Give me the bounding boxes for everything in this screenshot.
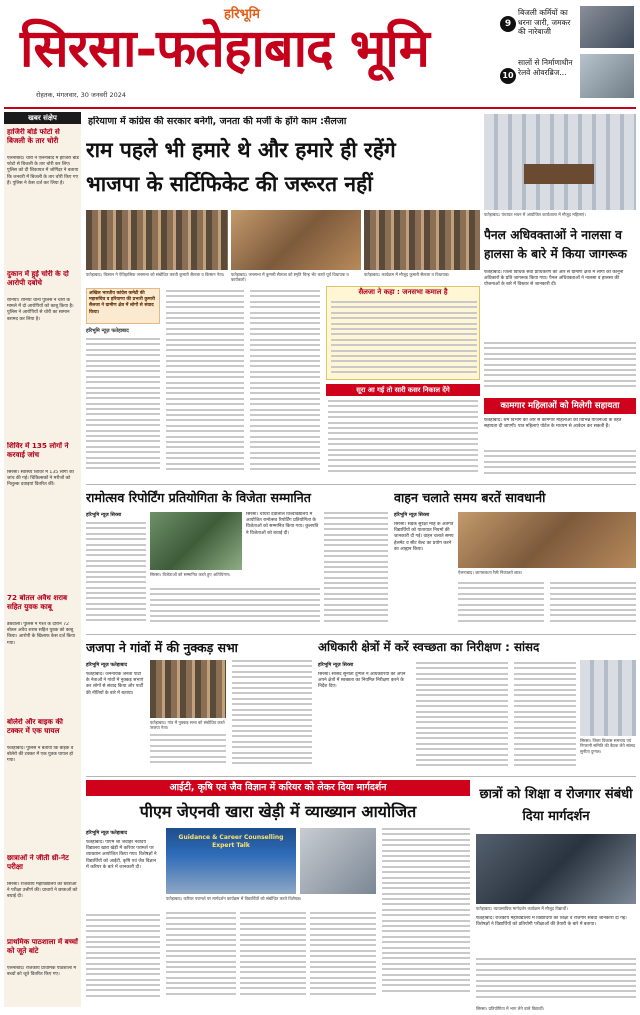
sidebar-brief bbox=[4, 112, 81, 1007]
story5-col-2 bbox=[416, 662, 508, 772]
story6-col-3 bbox=[240, 912, 306, 1006]
teaser-1-text: बिजली कर्मियों का धरना जारी, जमकर की नारेबाजी bbox=[518, 8, 571, 36]
story4-photo bbox=[150, 660, 226, 718]
lead-caption-3: फतेहाबाद। कार्यक्रम में मौजूद कुमारी सैलजा व विधायक। bbox=[364, 272, 450, 277]
brief-1-title: हाजिरी बोर्ड फोटो से बिजली के तार चोरी bbox=[7, 128, 60, 145]
story6-photo-banner: Guidance & Career Counselling Expert Talk bbox=[178, 834, 284, 849]
story7-caption: फतेहाबाद। व्यावसायिक मार्गदर्शन कार्यक्रम में मौजूद विद्यार्थी। bbox=[476, 906, 568, 911]
story3-body: सिरसा। सड़क सुरक्षा माह के अंतर्गत विद्यार्थियों को यातायात नियमों की जानकारी दी गई। वाहन चलाते समय हेलमेट व सीट बेल्ट का प्रयोग करने का आह्वान किया। bbox=[394, 522, 454, 552]
brief-2-body: रानियां। रानियां थाना पुलिस ने चोरी के मामले में दो आरोपियों को काबू किया है। पुलिस ने आरोपियों से चोरी का सामान बरामद कर लिया है। bbox=[7, 298, 74, 322]
story2-col-3 bbox=[324, 512, 388, 630]
kamgar-redbar: कामगार महिलाओं को मिलेगी सहायता bbox=[484, 398, 636, 414]
story2-caption: सिरसा। विजेताओं को सम्मानित करते हुए अतिथिगण। bbox=[150, 572, 231, 577]
lead-headline-2: भाजपा के सर्टिफिकेट की जरूरत नहीं bbox=[86, 171, 373, 196]
story6-body: फतेहाबाद। पीएम श्री जवाहर नवोदय विद्यालय खारा खेड़ी में करियर परामर्श पर व्याख्यान आयोजित किया गया। विशेषज्ञों ने विद्यार्थियों को आईटी, कृषि एवं जैव विज्ञान में करियर के बारे में जानकारी दी। bbox=[86, 840, 157, 870]
story6-col-2 bbox=[166, 912, 236, 1006]
story6-photo bbox=[166, 828, 296, 894]
lead-redbox-bar: सूरा आ गई तो सारी कसर निकाल देंगे bbox=[326, 384, 480, 396]
brief-6-body: सिरसा। राजकीय महाविद्यालय की छात्राओं ने परीक्षा उत्तीर्ण की। प्राचार्य ने छात्राओं को बधाई दी। bbox=[7, 882, 78, 900]
masthead bbox=[0, 0, 640, 108]
sidebar-header: खबर संक्षेप bbox=[4, 112, 81, 124]
masthead-logo-small: हरिभूमि bbox=[224, 7, 260, 22]
story5-caption: सिरसा। जिला विकास समन्वय एवं निगरानी समिति की बैठक लेते सांसद सुनीता दुग्गल। bbox=[580, 738, 636, 754]
story3-col-3 bbox=[550, 582, 636, 630]
story8-box bbox=[580, 776, 581, 777]
lead-byline: हरिभूमि न्यूज़ फतेहाबाद bbox=[86, 328, 129, 334]
lead-body-col-2 bbox=[166, 290, 244, 478]
lead-quote-body bbox=[331, 301, 477, 377]
story3-caption: ऐलनाबाद। जागरूकता रैली निकालते छात्र। bbox=[458, 570, 523, 575]
photo-table bbox=[524, 164, 594, 184]
kamgar-body-more bbox=[484, 450, 636, 480]
lead-photo-2 bbox=[231, 210, 361, 270]
story2-byline: हरिभूमि न्यूज़ सिरसा bbox=[86, 513, 122, 518]
story4-body: फतेहाबाद। जननायक जनता पार्टी के नेताओं ने गांवों में नुक्कड़ सभाएं कर लोगों से संवाद किया और पार्टी की नीतियों के बारे में बताया। bbox=[86, 672, 144, 696]
story7-body: फतेहाबाद। राजकीय महाविद्यालय में विद्यार्थियों को शिक्षा व रोजगार संबंधी जानकारी दी गई। विशेषज्ञों ने विद्यार्थियों को प्रतियोगी परीक्षाओं की तैयारी के बारे में बताया। bbox=[476, 916, 627, 928]
lead-body-col-1 bbox=[86, 338, 160, 478]
teaser-2-text: सालों से निर्माणाधीन रेलवे ओवरब्रिज... bbox=[518, 58, 573, 77]
brief-3-title: शिविर में 135 लोगों ने करवाई जांच bbox=[7, 442, 69, 459]
story5-photo bbox=[580, 660, 636, 736]
story3-col-2 bbox=[458, 582, 544, 630]
lead-redbox-body bbox=[328, 400, 478, 478]
lead-kicker: हरियाणा में कांग्रेस की सरकार बनेगी, जनता की मर्जी के होंगे काम :सैलजा bbox=[88, 116, 347, 127]
story6-caption: फतेहाबाद। करियर परामर्श पर मार्गदर्शन कार्यक्रम में विद्यार्थियों को संबोधित करते विशेषज्ञ। bbox=[166, 896, 302, 901]
story3-byline: हरिभूमि न्यूज़ सिरसा bbox=[394, 513, 430, 518]
right-top-caption: फतेहाबाद। पंचायत भवन में आयोजित कार्यशाला में मौजूद महिलाएं। bbox=[484, 212, 586, 217]
story2-photo bbox=[150, 512, 242, 570]
lead-box bbox=[86, 288, 160, 324]
right-top-photo bbox=[484, 114, 636, 210]
story7-headline: छात्रों को शिक्षा व रोजगार संबंधी दिया मार्गदर्शन bbox=[479, 787, 633, 824]
brief-2-title: दुकान में हुई चोरी के दो आरोपी दबोचे bbox=[7, 270, 69, 287]
story2-col-2b bbox=[150, 588, 320, 630]
brief-1-body: ऐलनाबाद। चोरों ने ऐलनाबाद में हाजिरी बोर्ड फोटो से बिजली के तार चोरी कर लिए। पुलिस को दी शिकायत में जोगिंद्रर ने बताया कि जनवरी में बिजली के तार चोरी किए गए हैं। पुलिस ने केस दर्ज कर लिया है। bbox=[7, 156, 79, 186]
masthead-dateline: रोहतक, मंगलवार, 30 जनवरी 2024 bbox=[36, 91, 126, 99]
row-divider-3 bbox=[86, 776, 636, 777]
row-divider-2 bbox=[86, 634, 636, 635]
story4-caption: फतेहाबाद। गांव में नुक्कड़ सभा को संबोधित करते जजपा नेता। bbox=[150, 720, 225, 731]
kamgar-body: फतेहाबाद। श्रम विभाग की ओर से कामगार महिलाओं को विभिन्न योजनाओं के तहत सहायता दी जाएगी। पात्र महिलाएं पोर्टल के माध्यम से आवेदन कर सकती हैं। bbox=[484, 418, 622, 430]
brief-4-title: 72 बोतल अवैध शराब सहित युवक काबू bbox=[7, 594, 68, 611]
teaser-1-photo bbox=[580, 6, 634, 48]
brief-3-body: सिरसा। स्वास्थ्य शिविर में 135 लोगों की जांच की गई। चिकित्सकों ने मरीजों को निशुल्क दवाइयां वितरित कीं। bbox=[7, 470, 74, 488]
right-top-headline: पैनल अधिवक्ताओं ने नालसा व हालसा के बारे में किया जागरूक bbox=[484, 228, 627, 261]
story5-headline: अधिकारी क्षेत्रों में करें स्वच्छता का निरीक्षण : सांसद bbox=[318, 640, 540, 654]
story5-byline: हरिभूमि न्यूज़ सिरसा bbox=[318, 663, 354, 668]
story8-caption: सिरसा। प्रतियोगिता में भाग लेने वाले विद्यार्थी। bbox=[476, 1006, 545, 1011]
story4-headline: जजपा ने गांवों में की नुक्कड़ सभा bbox=[86, 640, 238, 655]
story6-col-1b bbox=[86, 914, 160, 1006]
story3-photo bbox=[458, 512, 636, 568]
lead-photo-1 bbox=[86, 210, 228, 270]
brief-5-title: बोलेरो और बाइक की टक्कर में एक घायल bbox=[7, 718, 63, 735]
story6-byline: हरिभूमि न्यूज़ फतेहाबाद bbox=[86, 831, 128, 836]
brief-7-title: प्राथमिक पाठशाला में बच्चों को जूते बांटे bbox=[7, 938, 78, 955]
story6-redbar: आईटी, कृषि एवं जैव विज्ञान में करियर को लेकर दिया मार्गदर्शन bbox=[86, 780, 470, 796]
teaser-2-number: 10 bbox=[500, 68, 516, 84]
masthead-divider bbox=[4, 107, 636, 109]
lead-quote-box bbox=[326, 286, 480, 380]
story4-col-2 bbox=[150, 734, 226, 772]
right-top-body: फतेहाबाद। जिला विधिक सेवा प्राधिकरण की ओर से ग्रामीण क्षेत्रों में लोगों को कानूनी अधिकारों के प्रति जागरूक किया गया। पैनल अधिवक्ताओं ने नालसा व हालसा की योजनाओं के बारे में विस्तार से जानकारी दी। bbox=[484, 270, 624, 288]
story6-headline: पीएम जेएनवी खारा खेड़ी में व्याख्यान आयोजित bbox=[139, 802, 417, 821]
story6-photo-2 bbox=[300, 828, 376, 894]
story2-col-1 bbox=[86, 522, 146, 630]
teaser-1-number: 9 bbox=[500, 16, 516, 32]
lead-headline-1: राम पहले भी हमारे थे और हमारे ही रहेंगे bbox=[86, 137, 396, 162]
story3-headline: वाहन चलाते समय बरतें सावधानी bbox=[394, 490, 546, 505]
story6-col-4 bbox=[310, 912, 376, 1006]
lead-body-col-3 bbox=[250, 290, 320, 478]
teaser-1[interactable] bbox=[500, 6, 634, 50]
lead-caption-2: फतेहाबाद। जनसभा में कुमारी सैलजा को स्मृति चिन्ह भेंट करते पूर्व विधायक व कार्यकर्ता। bbox=[231, 272, 349, 283]
brief-5-body: फतेहाबाद। पुलिस ने बताया कि बाइक व बोलेरो की टक्कर में एक युवक घायल हो गया। bbox=[7, 746, 74, 764]
story2-headline: रामोत्सव रिपोर्टिंग प्रतियोगिता के विजेता सम्मानित bbox=[86, 490, 311, 505]
story7-body-more bbox=[476, 958, 636, 1006]
brief-6-title: छात्राओं ने जीती थ्री-नेट परीक्षा bbox=[7, 854, 69, 871]
story4-col-3 bbox=[232, 660, 312, 772]
brief-4-body: डबवाली। पुलिस ने गश्त के दौरान 72 बोतल अवैध शराब सहित युवक को काबू किया। आरोपी के खिलाफ केस दर्ज किया गया। bbox=[7, 622, 76, 646]
lead-caption-1: फतेहाबाद। किसान ने ऐतिहासिक जनसभा को संबोधित करती कुमारी सैलजा व किसान नेता। bbox=[86, 272, 225, 277]
teaser-2[interactable] bbox=[500, 54, 634, 100]
story6-col-5 bbox=[382, 828, 470, 1006]
lead-quote-head: सैलजा ने कहा : जनसभा कमाल है bbox=[358, 288, 448, 296]
story5-body: सिरसा। सांसद सुनीता दुग्गल ने अधिकारियों को अपने अपने क्षेत्रों में स्वच्छता का नियमित निरीक्षण करने के निर्देश दिए। bbox=[318, 672, 406, 690]
story4-byline: हरिभूमि न्यूज़ फतेहाबाद bbox=[86, 663, 128, 668]
row-divider-1 bbox=[86, 484, 636, 485]
lead-photo-3 bbox=[364, 210, 480, 270]
masthead-title: सिरसा-फतेहाबाद भूमि bbox=[20, 18, 429, 79]
story7-photo bbox=[476, 834, 636, 904]
brief-7-body: ऐलनाबाद। राजकीय प्राथमिक पाठशाला में बच्चों को जूते वितरित किए गए। bbox=[7, 966, 77, 978]
right-top-body-more bbox=[484, 342, 636, 394]
story2-body: सिरसा। चौधरी देवीलाल विश्वविद्यालय में आयोजित रामोत्सव रिपोर्टिंग प्रतियोगिता के विजेताओं को सम्मानित किया गया। कुलपति ने विजेताओं को बधाई दी। bbox=[246, 512, 319, 536]
story5-col-3 bbox=[514, 662, 576, 772]
teaser-2-photo bbox=[580, 54, 634, 98]
lead-box-text: अखिल भारतीय कांग्रेस कमेटी की महासचिव व हरियाणा की प्रभारी कुमारी सैलजा ने ग्रामीण क्षेत्र में लोगों से संवाद किया। bbox=[89, 291, 155, 315]
